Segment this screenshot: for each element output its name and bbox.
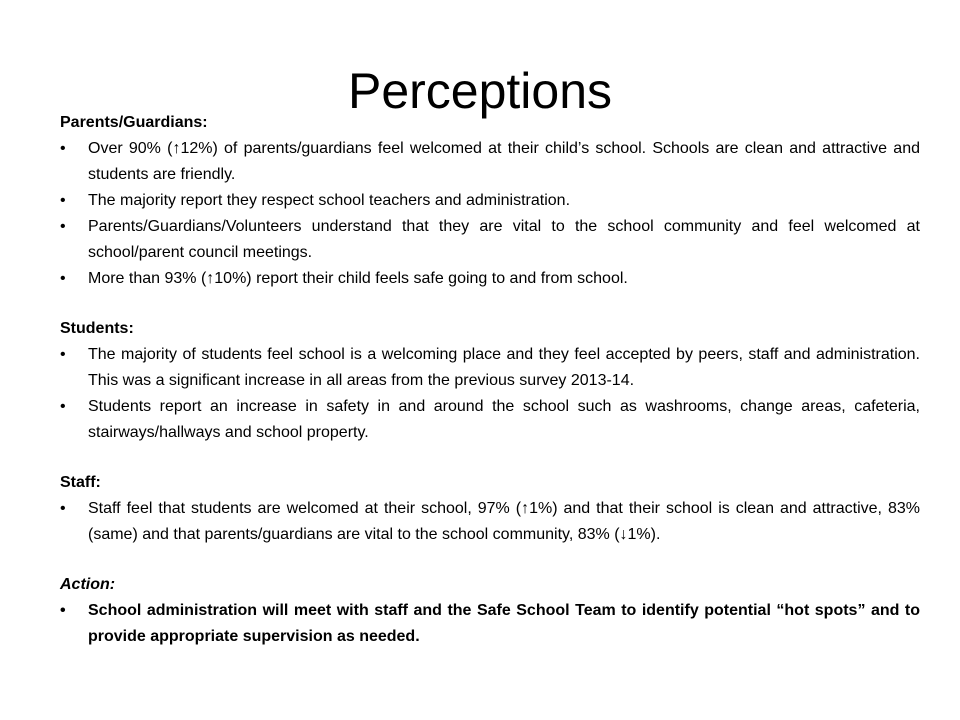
- bullet-list-students: [60, 342, 920, 446]
- list-item: [60, 496, 920, 548]
- bullet-icon: •: [60, 218, 66, 235]
- list-item-text: Parents/Guardians/Volunteers understand that they are vital to the school community and feel welcomed at school/parent council meetings.: [88, 218, 920, 261]
- section-heading-staff: Staff:: [60, 474, 101, 491]
- bullet-icon: •: [60, 140, 66, 157]
- list-item: [60, 394, 920, 446]
- list-item-text: The majority report they respect school teachers and administration.: [88, 192, 571, 209]
- list-item-text: Over 90% (↑12%) of parents/guardians feel welcomed at their child’s school. Schools are clean and attractive and students are friendly.: [88, 140, 920, 183]
- section-parents-guardians: [60, 110, 920, 292]
- bullet-list-action: [60, 598, 920, 650]
- bullet-icon: •: [60, 500, 66, 517]
- slide-content: [60, 110, 920, 650]
- bullet-list-parents-guardians: [60, 136, 920, 292]
- list-item: [60, 342, 920, 394]
- section-staff: [60, 470, 920, 548]
- section-students: [60, 316, 920, 446]
- list-item: [60, 136, 920, 188]
- bullet-icon: •: [60, 270, 66, 287]
- list-item-text: Students report an increase in safety in and around the school such as washrooms, change areas, cafeteria, stairways/hallways and school property.: [88, 398, 920, 441]
- section-heading-action: Action:: [60, 576, 116, 593]
- bullet-icon: •: [60, 602, 66, 619]
- section-heading-parents-guardians: Parents/Guardians:: [60, 114, 208, 131]
- bullet-icon: •: [60, 398, 66, 415]
- bullet-icon: •: [60, 346, 66, 363]
- bullet-list-staff: [60, 496, 920, 548]
- list-item-text: School administration will meet with staff and the Safe School Team to identify potential “hot spots” and to provide appropriate supervision as needed.: [88, 602, 920, 645]
- list-item: [60, 214, 920, 266]
- bullet-icon: •: [60, 192, 66, 209]
- slide-title: Perceptions: [347, 63, 613, 119]
- section-action: [60, 572, 920, 650]
- list-item: [60, 266, 920, 292]
- list-item-text: Staff feel that students are welcomed at their school, 97% (↑1%) and that their school is clean and attractive, 83% (same) and that parents/guardians are vital to the school community, 83% (↓1%).: [88, 500, 920, 543]
- list-item-text: More than 93% (↑10%) report their child feels safe going to and from school.: [88, 270, 628, 287]
- list-item: [60, 598, 920, 650]
- list-item: [60, 188, 920, 214]
- section-heading-students: Students:: [60, 320, 134, 337]
- list-item-text: The majority of students feel school is a welcoming place and they feel accepted by peers, staff and administration. This was a significant increase in all areas from the previous survey 2013-14.: [88, 346, 920, 389]
